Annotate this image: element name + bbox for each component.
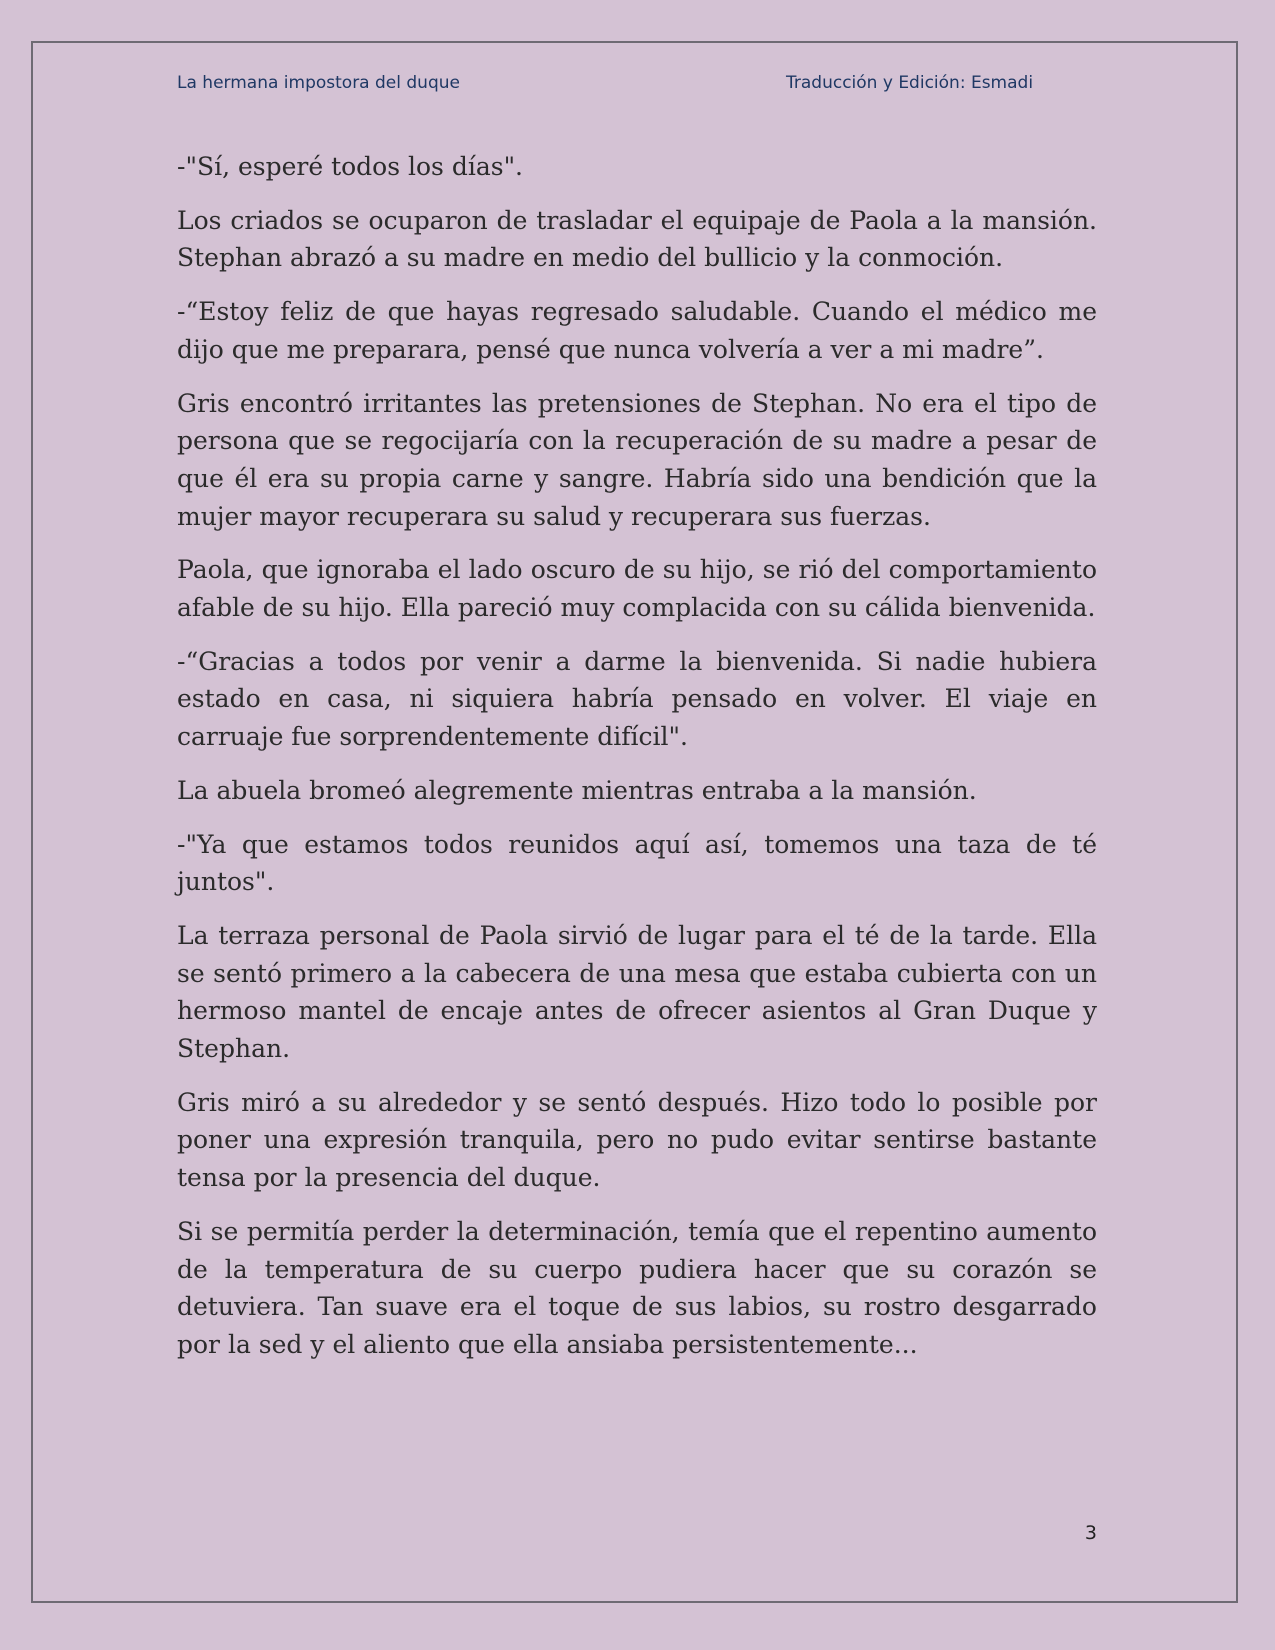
paragraph: La abuela bromeó alegremente mientras entraba a la mansión.: [177, 775, 977, 805]
paragraph: -"Sí, esperé todos los días".: [177, 152, 524, 181]
page-number: 3: [1084, 1522, 1097, 1544]
paragraph: -"Ya que estamos todos reunidos aquí así, tomemos una taza de té juntos".: [177, 829, 1097, 897]
paragraph: Los criados se ocuparon de trasladar el equipaje de Paola a la mansión. Stephan abrazó a su madre en medio del bullicio y la conmoción.: [177, 205, 1097, 273]
paragraph: -“Gracias a todos por venir a darme la bienvenida. Si nadie hubiera estado en casa, ni siquiera habría pensado en volver. El viaje en carruaje fue sorprendentemente difícil".: [177, 646, 1097, 752]
paragraph: Si se permitía perder la determinación, temía que el repentino aumento de la temperatura de su cuerpo pudiera hacer que su corazón se detuviera. Tan suave era el toque de sus labios, su rostro desgarrado por la sed y el aliento que ella ansiaba persistentemente...: [177, 1216, 1097, 1359]
body-text: [177, 148, 1097, 1380]
page-header: [177, 73, 1097, 97]
header-translator-credit: Traducción y Edición: Esmadi: [786, 73, 1034, 93]
paragraph: Paola, que ignoraba el lado oscuro de su hijo, se rió del comportamiento afable de su hijo. Ella pareció muy complacida con su cálida bienvenida.: [177, 555, 1097, 623]
paragraph: La terraza personal de Paola sirvió de lugar para el té de la tarde. Ella se sentó primero a la cabecera de una mesa que estaba cubierta con un hermoso mantel de encaje antes de ofrecer asientos al Gran Duque y Stephan.: [177, 920, 1097, 1064]
paragraph: -“Estoy feliz de que hayas regresado saludable. Cuando el médico me dijo que me preparara, pensé que nunca volvería a ver a mi madre”.: [177, 297, 1097, 364]
header-book-title: La hermana impostora del duque: [177, 73, 460, 93]
paragraph: Gris encontró irritantes las pretensiones de Stephan. No era el tipo de persona que se regocijaría con la recuperación de su madre a pesar de que él era su propia carne y sangre. Habría sido una bendición que la mujer mayor recuperara su salud y recuperara sus fuerzas.: [177, 388, 1097, 531]
paragraph: Gris miró a su alrededor y se sentó después. Hizo todo lo posible por poner una expresión tranquila, pero no pudo evitar sentirse bastante tensa por la presencia del duque.: [177, 1087, 1097, 1193]
